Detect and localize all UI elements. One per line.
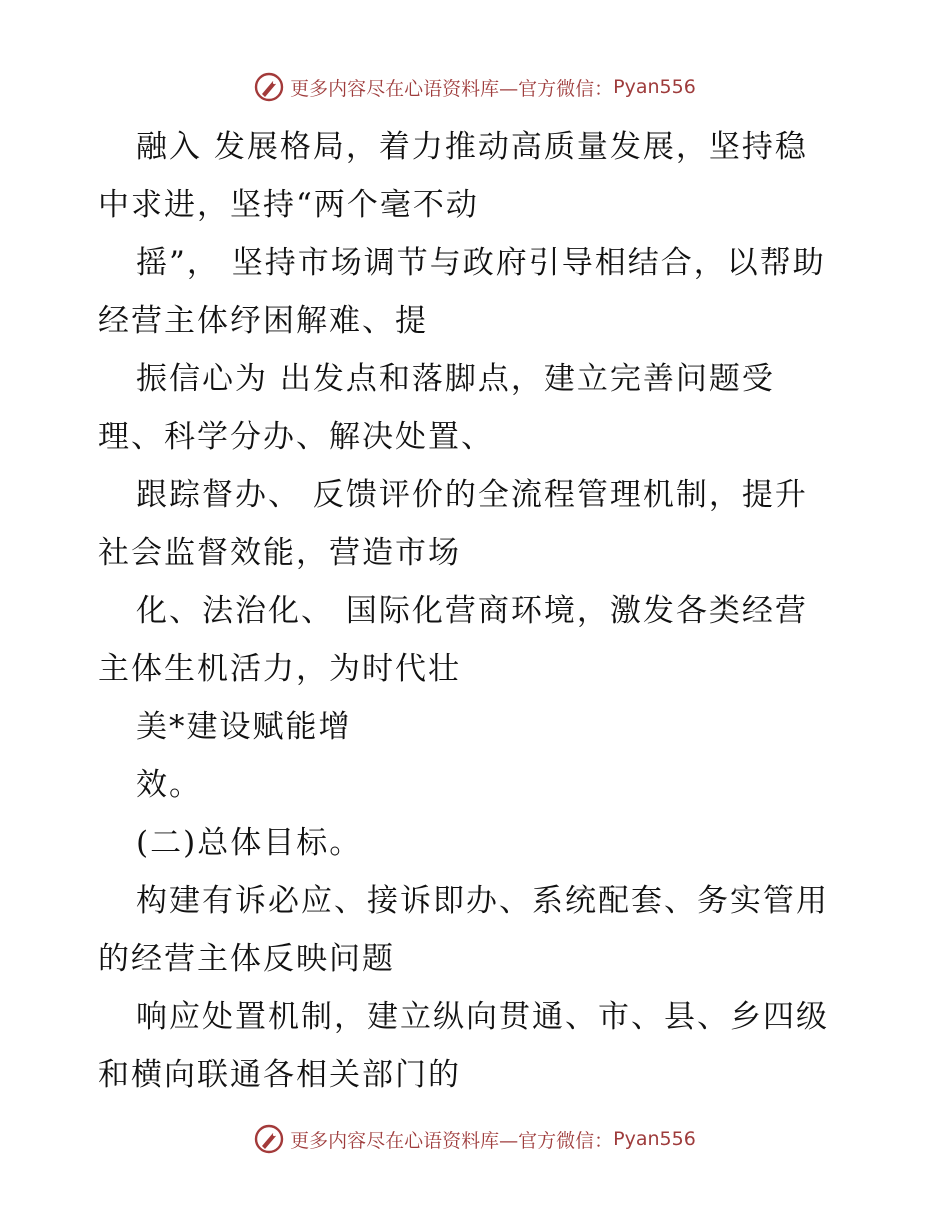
body-line: 效。 (136, 767, 202, 803)
body-line: 摇”， 坚持市场调节与政府引导相结合，以帮助 (136, 245, 826, 281)
body-line: 社会监督效能，营造市场 (98, 535, 461, 571)
body-line: 理、科学分办、解决处置、 (98, 419, 494, 455)
watermark-text: 更多内容尽在心语资料库—官方微信： (290, 77, 614, 100)
body-line: 融入 发展格局，着力推动高质量发展，坚持稳 (136, 129, 808, 165)
body-line: 中求进，坚持“两个毫不动 (98, 187, 479, 223)
body-line: 构建有诉必应、接诉即办、系统配套、务实管用 (136, 883, 829, 919)
body-line: 跟踪督办、 反馈评价的全流程管理机制，提升 (136, 477, 808, 513)
body-line: 振信心为 出发点和落脚点，建立完善问题受 (136, 361, 775, 397)
section-heading: (二)总体目标。 (136, 825, 363, 861)
document-body (98, 118, 858, 1104)
body-line: 美*建设赋能增 (136, 709, 352, 745)
watermark-handle: Pyan556 (613, 1128, 696, 1150)
body-line: 化、法治化、 国际化营商环境，激发各类经营 (136, 593, 808, 629)
pen-nib-logo-icon (254, 72, 284, 102)
pen-nib-logo-icon (254, 1124, 284, 1154)
body-line: 主体生机活力，为时代壮 (98, 651, 461, 687)
body-line: 经营主体纾困解难、提 (98, 303, 428, 339)
watermark-handle: Pyan556 (613, 76, 696, 98)
body-line: 响应处置机制，建立纵向贯通、市、县、乡四级 (136, 999, 829, 1035)
header-watermark (0, 72, 950, 102)
watermark-text: 更多内容尽在心语资料库—官方微信： (290, 1129, 614, 1152)
footer-watermark (0, 1124, 950, 1154)
body-line: 和横向联通各相关部门的 (98, 1057, 461, 1093)
body-line: 的经营主体反映问题 (98, 941, 395, 977)
